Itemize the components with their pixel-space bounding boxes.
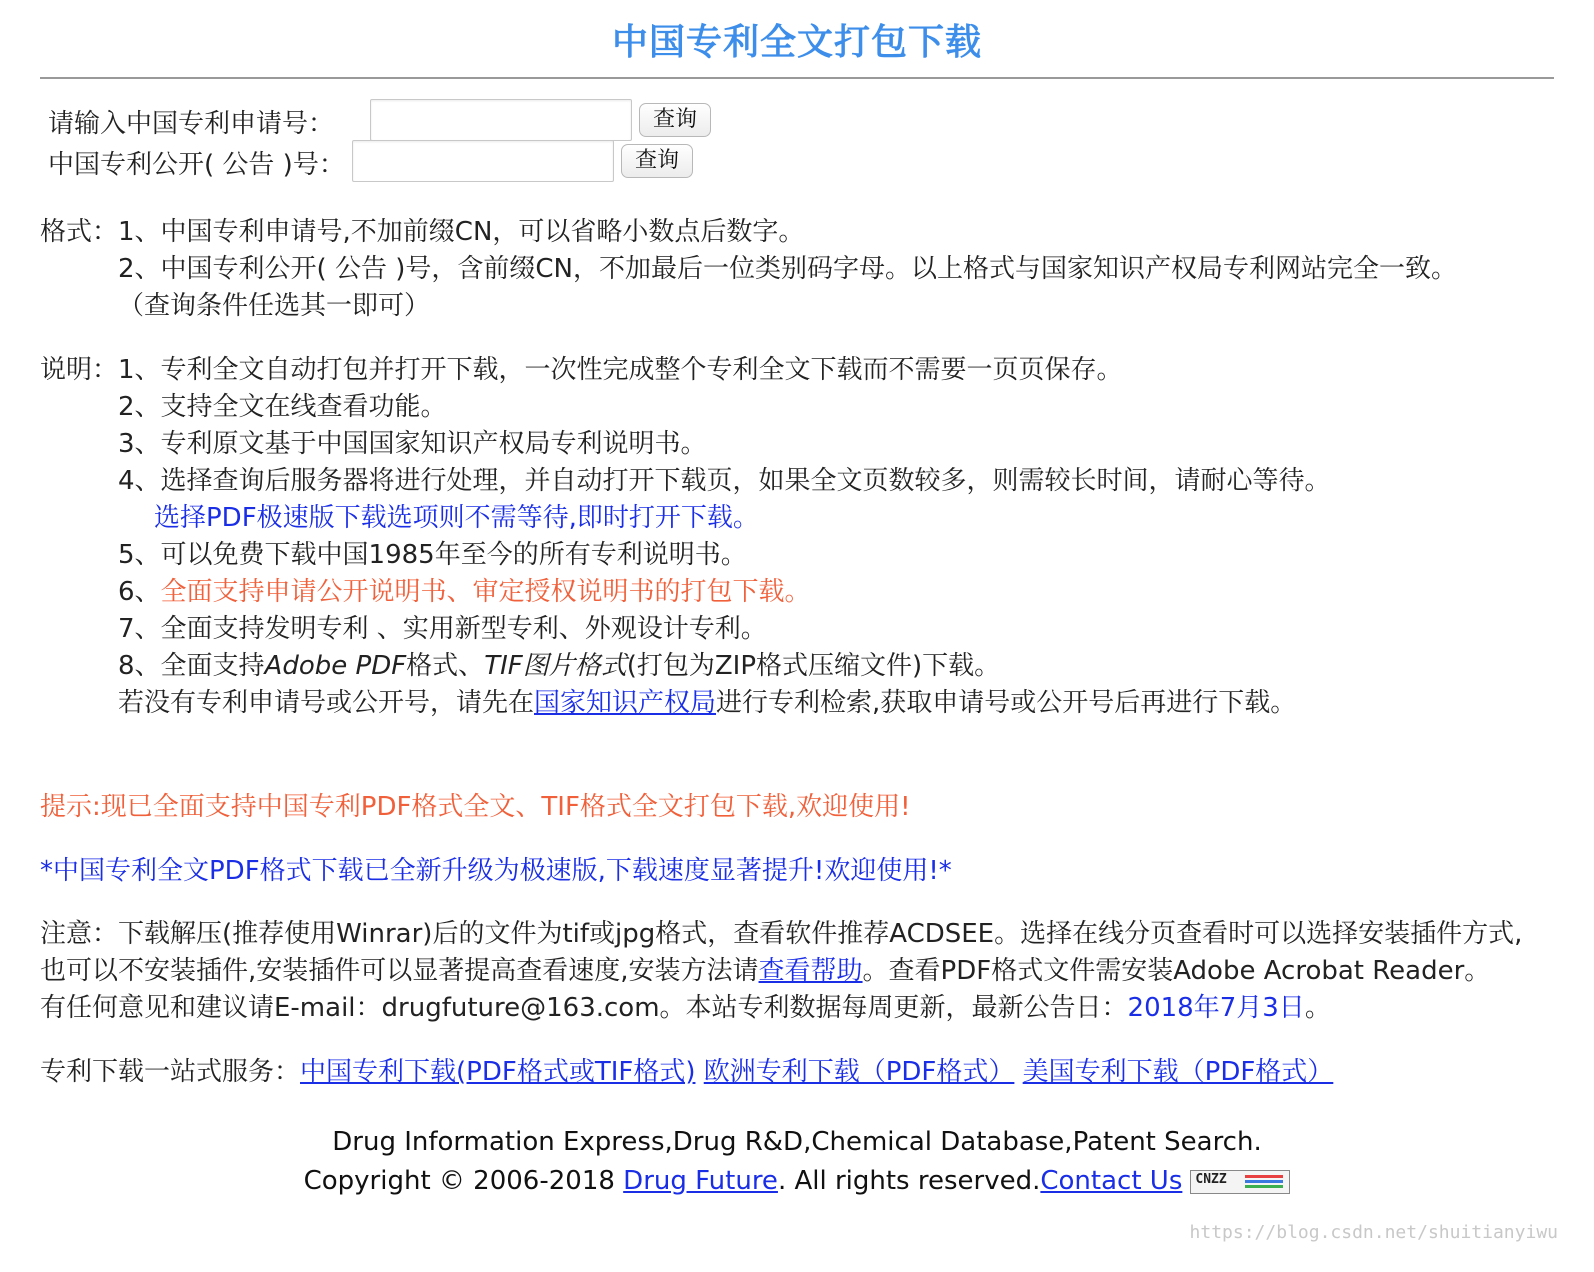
footer-tagline: Drug Information Express,Drug R&D,Chemical Database,Patent Search. — [332, 1127, 1262, 1157]
notes-line-4: 4、选择查询后服务器将进行处理，并自动打开下载页，如果全文页数较多，则需较长时间，请耐心等待。 — [118, 466, 1331, 496]
publication-number-row — [48, 140, 748, 182]
help-link[interactable]: 查看帮助 — [758, 956, 863, 986]
notice-line-3-b: 。 — [1304, 993, 1331, 1023]
tip-text: 提示:现已全面支持中国专利PDF格式全文、TIF格式全文打包下载,欢迎使用! — [40, 792, 911, 822]
search-instruction-b: 进行专利检索,获取申请号或公开号后再进行下载。 — [716, 688, 1297, 718]
drug-future-link[interactable]: Drug Future — [623, 1166, 778, 1196]
notice-line-3-a: 有任何意见和建议请E-mail：drugfuture@163.com。本站专利数据每周更新，最新公告日： — [40, 993, 1128, 1023]
badge-bar-red — [1245, 1175, 1283, 1178]
cnzz-stats-badge[interactable] — [1190, 1170, 1290, 1194]
search-instruction — [118, 685, 1296, 722]
europe-patent-download-link[interactable]: 欧洲专利下载（PDF格式） — [703, 1057, 1015, 1087]
us-patent-download-link[interactable]: 美国专利下载（PDF格式） — [1022, 1057, 1334, 1087]
notes-line-8 — [118, 648, 1000, 685]
notice-line-3 — [40, 990, 1331, 1027]
application-query-button[interactable]: 查询 — [639, 103, 711, 137]
notes-line-8-a: 8、全面支持 — [118, 651, 265, 681]
china-patent-download-link[interactable]: 中国专利下载(PDF格式或TIF格式) — [300, 1057, 696, 1087]
header-divider — [40, 77, 1554, 79]
page-title: 中国专利全文打包下载 — [611, 22, 982, 63]
copyright-text-a: Copyright © 2006-2018 — [303, 1166, 624, 1196]
format-line-1: 1、中国专利申请号,不加前缀CN，可以省略小数点后数字。 — [118, 217, 805, 247]
notice-line-1: 注意：下载解压(推荐使用Winrar)后的文件为tif或jpg格式，查看软件推荐ACDSEE。选择在线分页查看时可以选择安装插件方式, — [40, 919, 1523, 949]
publication-number-input[interactable] — [352, 140, 614, 182]
badge-bar-green — [1245, 1185, 1283, 1188]
application-number-label: 请输入中国专利申请号： — [48, 109, 335, 139]
cnzz-badge-text: CNZZ — [1195, 1171, 1227, 1187]
notice-line-2 — [40, 953, 1490, 990]
notes-line-8-tif: TIF图片格式 — [484, 651, 627, 681]
contact-us-link[interactable]: Contact Us — [1040, 1166, 1183, 1196]
notes-line-6-text: 全面支持申请公开说明书、审定授权说明书的打包下载。 — [160, 577, 811, 607]
notes-line-6-number: 6、 — [118, 577, 161, 607]
notes-line-5: 5、可以免费下载中国1985年至今的所有专利说明书。 — [118, 540, 747, 570]
notes-line-3: 3、专利原文基于中国国家知识产权局专利说明书。 — [118, 429, 707, 459]
notes-line-2: 2、支持全文在线查看功能。 — [118, 392, 447, 422]
services-label: 专利下载一站式服务： — [40, 1057, 301, 1087]
format-line-3: （查询条件任选其一即可） — [118, 291, 431, 321]
badge-bar-blue — [1245, 1180, 1283, 1183]
upgrade-text: *中国专利全文PDF格式下载已全新升级为极速版,下载速度显著提升!欢迎使用!* — [40, 856, 952, 886]
notes-line-6 — [118, 574, 811, 611]
footer-copyright — [0, 1166, 1594, 1196]
copyright-text-b: . All rights reserved. — [777, 1166, 1041, 1196]
notes-line-8-pdf: Adobe PDF — [264, 651, 407, 681]
watermark-text: https://blog.csdn.net/shuitianyiwu — [1189, 1222, 1558, 1243]
notes-line-8-e: (打包为ZIP格式压缩文件)下载。 — [626, 651, 1001, 681]
format-line-2: 2、中国专利公开( 公告 )号，含前缀CN，不加最后一位类别码字母。以上格式与国家知识产权局专利网站完全一致。 — [118, 254, 1457, 284]
notes-prefix: 说明： — [40, 355, 119, 385]
notes-line-4-pdf-tip: 选择PDF极速版下载选项则不需等待,即时打开下载。 — [154, 503, 759, 533]
notes-line-8-c: 格式、 — [406, 651, 485, 681]
application-number-input[interactable] — [370, 99, 632, 141]
format-prefix: 格式： — [40, 217, 119, 247]
search-instruction-a: 若没有专利申请号或公开号，请先在 — [118, 688, 535, 718]
sipo-link[interactable]: 国家知识产权局 — [534, 688, 717, 718]
notice-line-2-a: 也可以不安装插件,安装插件可以显著提高查看速度,安装方法请 — [40, 956, 759, 986]
publication-number-label: 中国专利公开( 公告 )号： — [48, 150, 345, 180]
publication-query-button[interactable]: 查询 — [621, 144, 693, 178]
services-row — [40, 1054, 1333, 1091]
notes-line-1: 1、专利全文自动打包并打开下载，一次性完成整个专利全文下载而不需要一页页保存。 — [118, 355, 1123, 385]
latest-update-date: 2018年7月3日 — [1127, 993, 1305, 1023]
notes-line-7: 7、全面支持发明专利 、实用新型专利、外观设计专利。 — [118, 614, 767, 644]
application-number-row — [48, 99, 748, 141]
notice-line-2-b: 。查看PDF格式文件需安装Adobe Acrobat Reader。 — [862, 956, 1491, 986]
